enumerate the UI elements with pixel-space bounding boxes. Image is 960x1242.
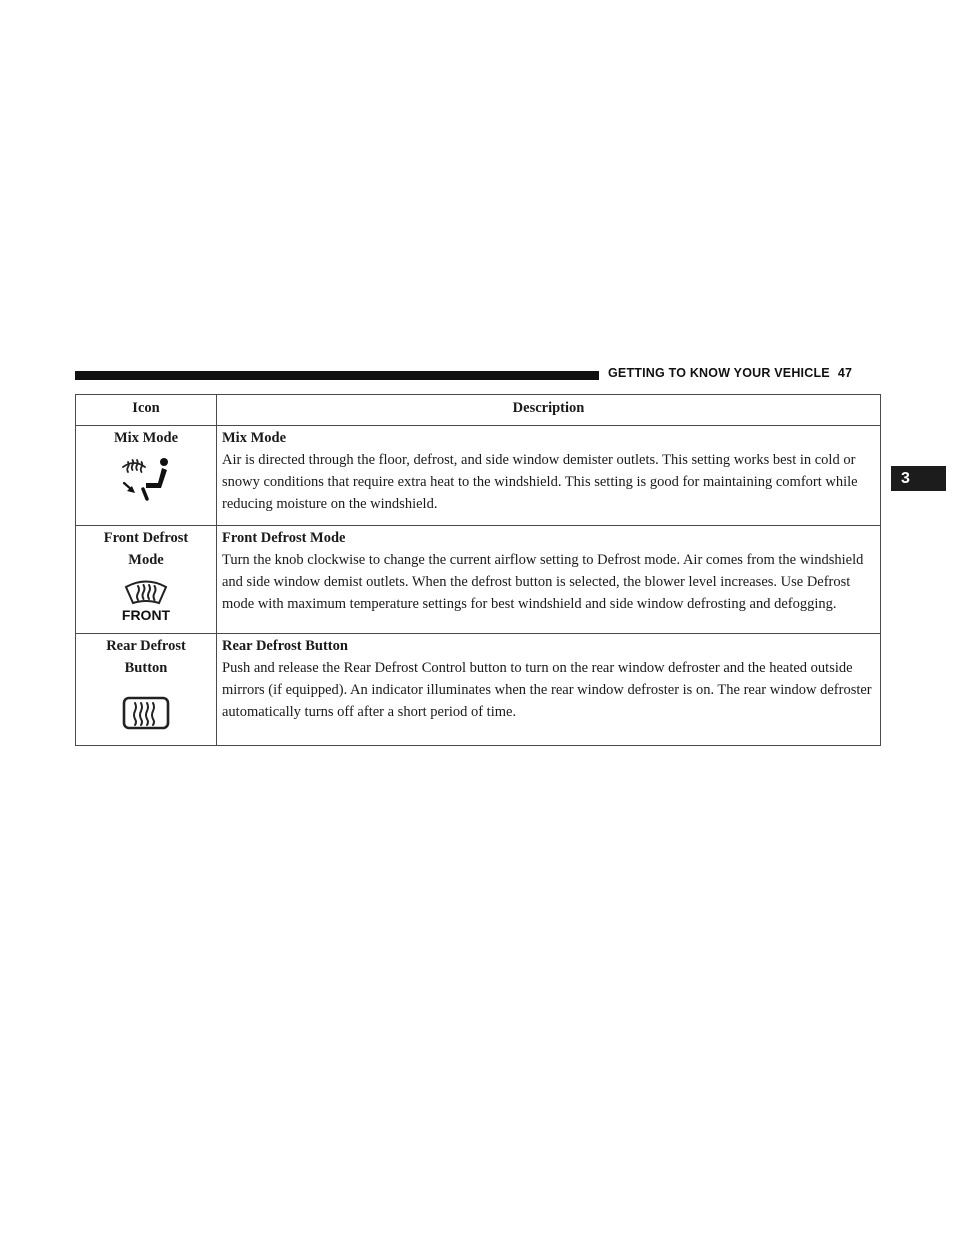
description-cell [217,526,881,634]
header-rule [75,371,599,380]
icon-label: Rear Defrost Button [106,638,186,676]
icon-cell [76,634,217,746]
table-row [76,634,881,746]
icon-label: Mix Mode [113,430,179,446]
description-text: Push and release the Rear Defrost Control button to turn on the rear window defroster and the heated outside mirrors (if equipped). An indicator illuminates when the rear window defroster is on. The rear window defroster automatically turns off after a short period of time. [222,660,872,720]
table-row [76,526,881,634]
table-row [76,426,881,526]
description-cell [217,426,881,526]
front-icon-label: FRONT [121,607,171,623]
running-header [608,366,852,380]
description-title: Front Defrost Mode [222,530,346,546]
icon-label: Front Defrost Mode [103,530,189,568]
section-title: GETTING TO KNOW YOUR VEHICLE [608,366,830,380]
description-title: Rear Defrost Button [222,638,348,654]
description-cell [217,634,881,746]
column-header-description: Description [217,395,881,426]
description-text: Air is directed through the floor, defrost, and side window demister outlets. This setting works best in cold or snowy conditions that require extra heat to the windshield. This setting is good for maintaining comfort while reducing moisture on the windshield. [222,452,858,512]
mix-mode-icon [119,455,173,501]
icon-cell [76,426,217,526]
climate-controls-table [75,394,881,746]
table-header-row [76,395,881,426]
page-number: 47 [837,366,853,380]
front-defrost-icon [121,577,171,623]
chapter-tab: 3 [891,466,946,491]
column-header-icon: Icon [76,395,217,426]
description-title: Mix Mode [222,430,287,446]
description-text: Turn the knob clockwise to change the current airflow setting to Defrost mode. Air comes from the windshield and side window demist outlets. When the defrost button is selected, the blower level increases. Use Defrost mode with maximum temperature settings for best windshield and side window defrosting and defogging. [222,552,864,612]
icon-cell [76,526,217,634]
rear-defrost-icon [118,691,174,735]
